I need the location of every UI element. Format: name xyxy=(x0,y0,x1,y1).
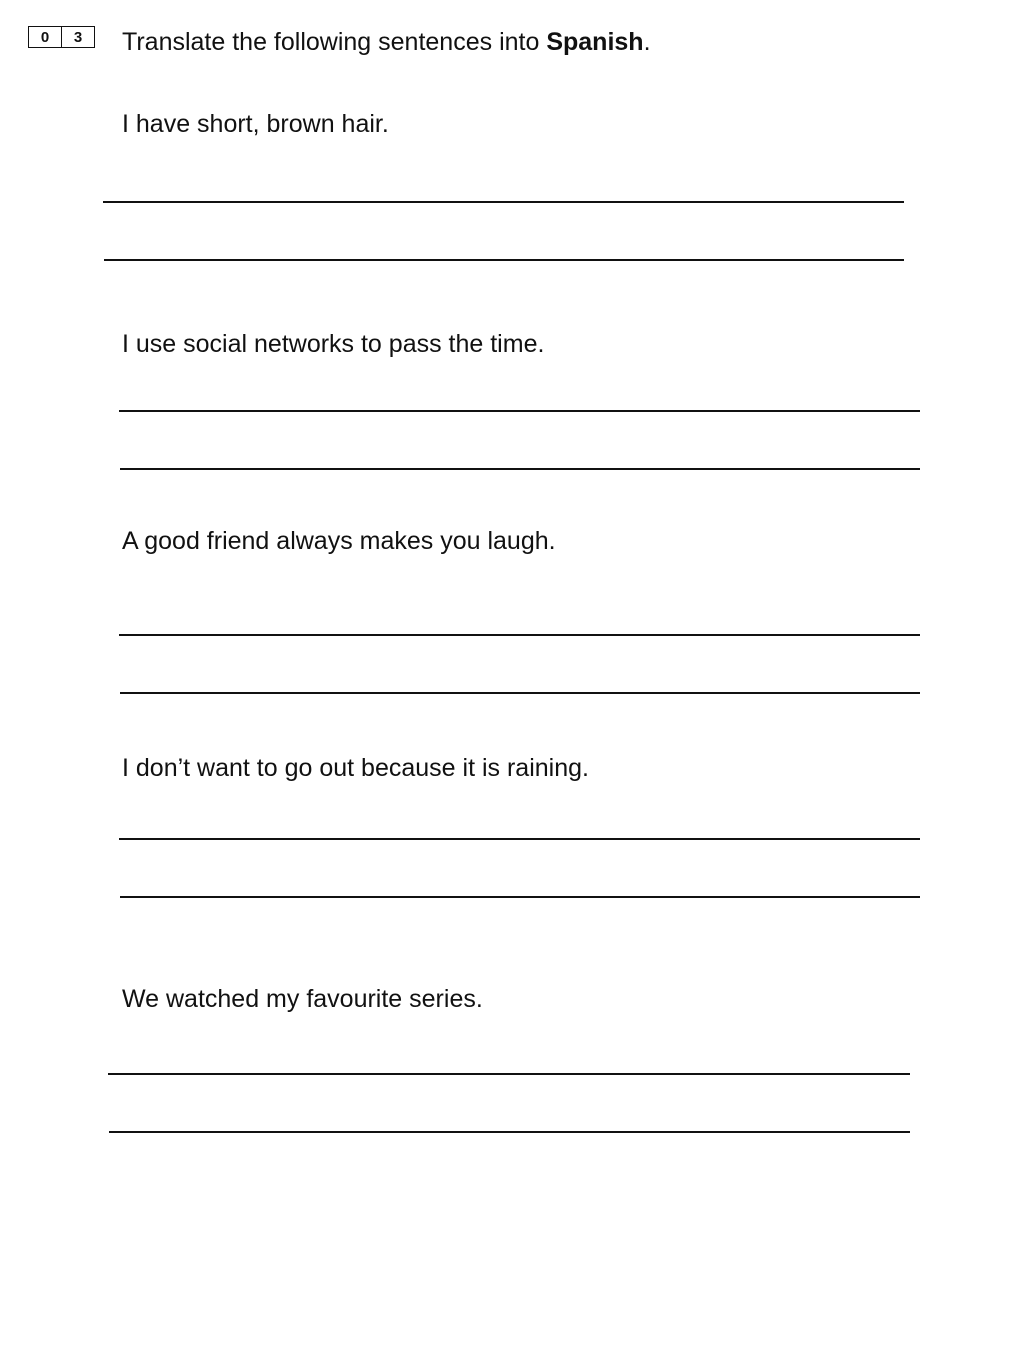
answer-line-4b[interactable] xyxy=(120,896,920,898)
answer-line-1b[interactable] xyxy=(104,259,904,261)
instruction-prefix: Translate the following sentences into xyxy=(122,28,547,56)
answer-line-4a[interactable] xyxy=(119,838,920,840)
answer-line-5b[interactable] xyxy=(109,1131,910,1133)
question-number-digit-1: 0 xyxy=(40,28,50,46)
answer-line-2b[interactable] xyxy=(120,468,920,470)
answer-line-3a[interactable] xyxy=(119,634,920,636)
answer-line-1a[interactable] xyxy=(103,201,904,203)
sentence-2: I use social networks to pass the time. xyxy=(122,330,545,358)
instruction-language: Spanish xyxy=(546,28,644,56)
answer-line-5a[interactable] xyxy=(108,1073,910,1075)
sentence-3: A good friend always makes you laugh. xyxy=(122,527,556,555)
sentence-4: I don’t want to go out because it is raining. xyxy=(122,754,589,782)
answer-line-3b[interactable] xyxy=(120,692,920,694)
sentence-5: We watched my favourite series. xyxy=(122,985,483,1013)
question-number-box xyxy=(28,26,95,48)
answer-line-2a[interactable] xyxy=(119,410,920,412)
sentence-1: I have short, brown hair. xyxy=(122,110,389,138)
question-number-digit-2: 3 xyxy=(61,27,94,47)
instruction xyxy=(122,27,651,57)
instruction-suffix: . xyxy=(643,28,651,56)
